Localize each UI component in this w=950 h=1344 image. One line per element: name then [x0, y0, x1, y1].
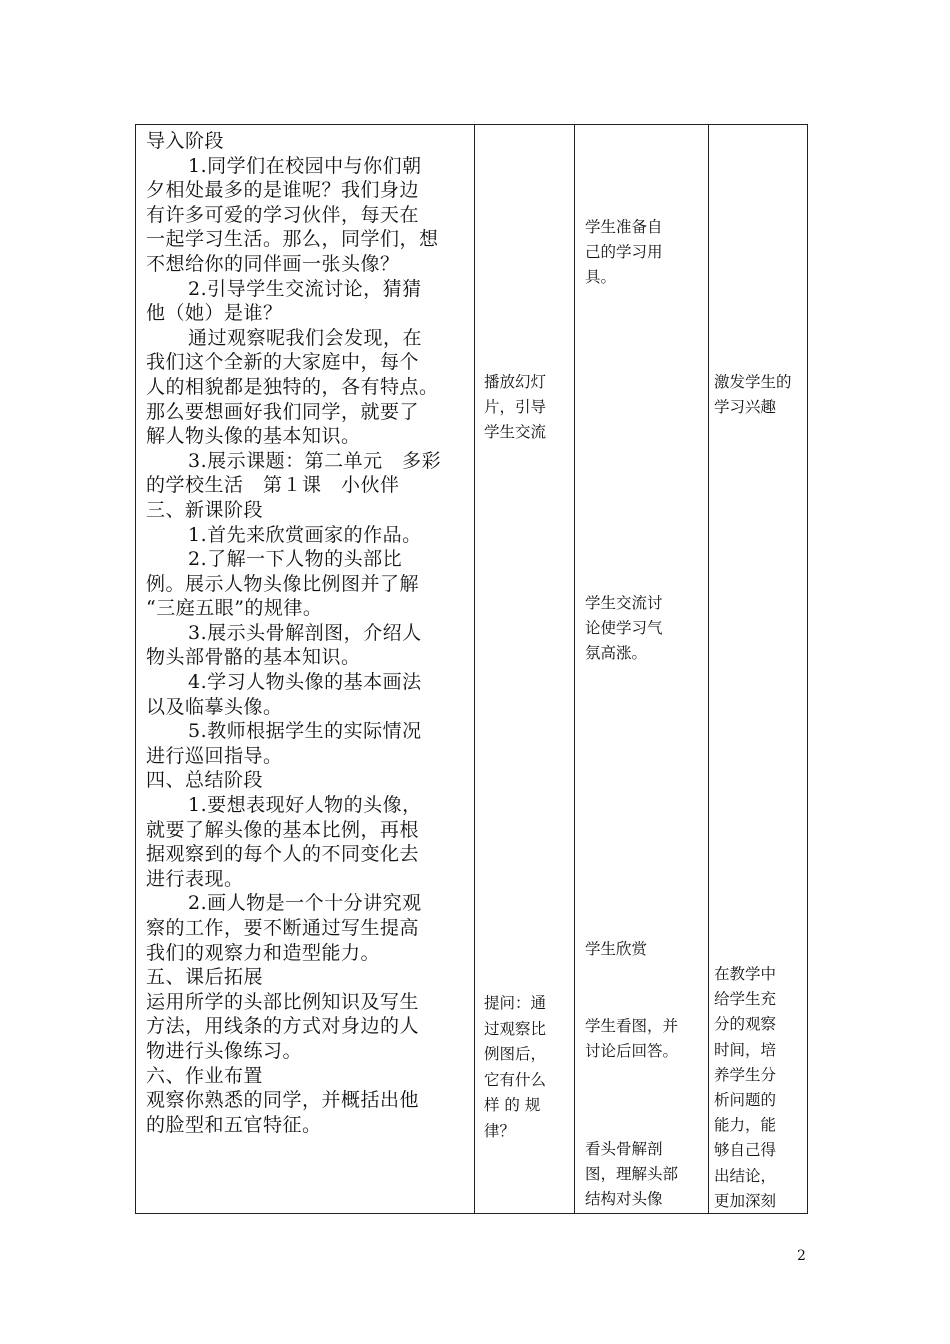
process-line: 2.画人物是一个十分讲究观: [188, 892, 422, 915]
process-line: 5.教师根据学生的实际情况: [188, 720, 422, 743]
process-line: 进行巡回指导。: [146, 744, 283, 767]
process-line: 物进行头像练习。: [146, 1039, 303, 1062]
teaching-process-column: [136, 125, 474, 1213]
process-line: 六、作业布置: [146, 1064, 264, 1087]
student-note-line: 图，理解头部: [585, 1165, 679, 1183]
teacher-note: [484, 991, 546, 1144]
intent-note-line: 够自己得: [714, 1141, 777, 1160]
process-line: 方法，用线条的方式对身边的人: [146, 1015, 420, 1038]
process-line: 一起学习生活。那么，同学们，想: [146, 228, 439, 251]
intent-note-line: 在教学中: [714, 965, 777, 983]
intent-note: [714, 962, 776, 1214]
column-divider: [474, 125, 475, 1213]
process-line: 3.展示课题：第二单元 多彩: [188, 449, 442, 472]
process-line: 2.了解一下人物的头部比: [188, 548, 403, 571]
process-line: 2.引导学生交流讨论，猜猜: [188, 277, 422, 300]
student-note-line: 论使学习气: [585, 619, 663, 637]
process-line: 据观察到的每个人的不同变化去: [146, 843, 420, 866]
process-line: 1.要想表现好人物的头像，: [188, 794, 422, 817]
student-note: [585, 215, 663, 290]
process-line: 那么要想画好我们同学，就要了: [146, 400, 420, 423]
process-line: 通过观察呢我们会发现，在: [188, 326, 423, 349]
student-note-line: 学生准备自: [585, 218, 663, 236]
process-line: 的脸型和五官特征。: [146, 1113, 322, 1136]
process-line: 不想给你的同伴画一张头像？: [146, 252, 400, 275]
process-line: 五、课后拓展: [146, 966, 264, 989]
lesson-plan-table: [135, 124, 808, 1214]
teacher-note-line: 律？: [484, 1121, 516, 1140]
teacher-note-line: 播放幻灯: [484, 373, 547, 391]
process-line: 运用所学的头部比例知识及写生: [146, 990, 420, 1013]
student-note-line: 讨论后回答。: [585, 1042, 679, 1060]
process-line: 观察你熟悉的同学，并概括出他: [146, 1089, 420, 1112]
teacher-note-line: 样 的 规: [484, 1096, 541, 1114]
student-note-line: 氛高涨。: [585, 644, 648, 662]
intent-note-line: 出结论，: [714, 1166, 777, 1185]
page-number: 2: [797, 1248, 806, 1264]
process-line: 1.首先来欣赏画家的作品。: [188, 523, 422, 546]
process-line: 解人物头像的基本知识。: [146, 425, 361, 448]
process-line: 有许多可爱的学习伙伴，每天在: [146, 203, 420, 226]
intent-note-line: 学习兴趣: [714, 398, 777, 416]
process-line: “三庭五眼”的规律。: [146, 597, 323, 620]
teacher-note-line: 例图后，: [484, 1045, 547, 1063]
student-note-line: 学生欣赏: [585, 940, 648, 958]
teacher-note-line: 提问：通: [484, 994, 547, 1012]
intent-note-line: 给学生充: [714, 990, 777, 1009]
process-line: 例。展示人物头像比例图并了解: [146, 572, 420, 595]
process-line: 4.学习人物头像的基本画法: [188, 671, 422, 694]
process-line: 就要了解头像的基本比例，再根: [146, 818, 420, 841]
process-line: 他（她）是谁？: [146, 302, 283, 325]
process-line: 物头部骨骼的基本知识。: [146, 646, 361, 669]
process-line: 人的相貌都是独特的，各有特点。: [146, 375, 439, 398]
process-line: 我们这个全新的大家庭中，每个: [146, 351, 420, 374]
teacher-note-line: 过观察比: [484, 1019, 547, 1038]
column-divider: [574, 125, 575, 1213]
student-note-line: 学生看图，并: [585, 1017, 679, 1035]
student-note-line: 己的学习用: [585, 243, 663, 261]
process-line: 四、总结阶段: [146, 769, 264, 792]
process-line: 夕相处最多的是谁呢？我们身边: [146, 179, 420, 202]
intent-note-line: 更加深刻: [714, 1191, 777, 1210]
intent-note: [714, 370, 792, 420]
student-note-line: 结构对头像: [585, 1190, 663, 1208]
process-line: 以及临摹头像。: [146, 695, 283, 718]
intent-note-line: 分的观察: [714, 1015, 777, 1034]
student-note: [585, 937, 647, 962]
process-line: 的学校生活 第１课 小伙伴: [146, 474, 400, 497]
student-note-line: 看头骨解剖: [585, 1140, 663, 1158]
student-note: [585, 591, 663, 666]
student-note-line: 具。: [585, 268, 617, 286]
process-line: 我们的观察力和造型能力。: [146, 941, 381, 964]
student-note-line: 学生交流讨: [585, 594, 663, 612]
intent-note-line: 时间，培: [714, 1040, 777, 1059]
teacher-note: [484, 370, 546, 445]
column-divider: [708, 125, 709, 1213]
process-line: 3.展示头骨解剖图，介绍人: [188, 621, 422, 644]
process-line: 三、新课阶段: [146, 498, 264, 521]
student-note: [585, 1137, 678, 1212]
intent-note-line: 析问题的: [714, 1091, 777, 1110]
intent-note-line: 激发学生的: [714, 373, 792, 391]
process-line: 察的工作，要不断通过写生提高: [146, 917, 420, 939]
intent-note-line: 养学生分: [714, 1065, 777, 1084]
process-line: 1.同学们在校园中与你们朝: [188, 154, 422, 177]
teacher-note-line: 它有什么: [484, 1070, 547, 1089]
student-note: [585, 1014, 678, 1064]
intent-note-line: 能力，能: [714, 1116, 777, 1135]
process-line: 导入阶段: [146, 130, 225, 152]
teacher-note-line: 片，引导: [484, 398, 547, 416]
process-line: 进行表现。: [146, 867, 244, 890]
teacher-note-line: 学生交流: [484, 423, 547, 441]
